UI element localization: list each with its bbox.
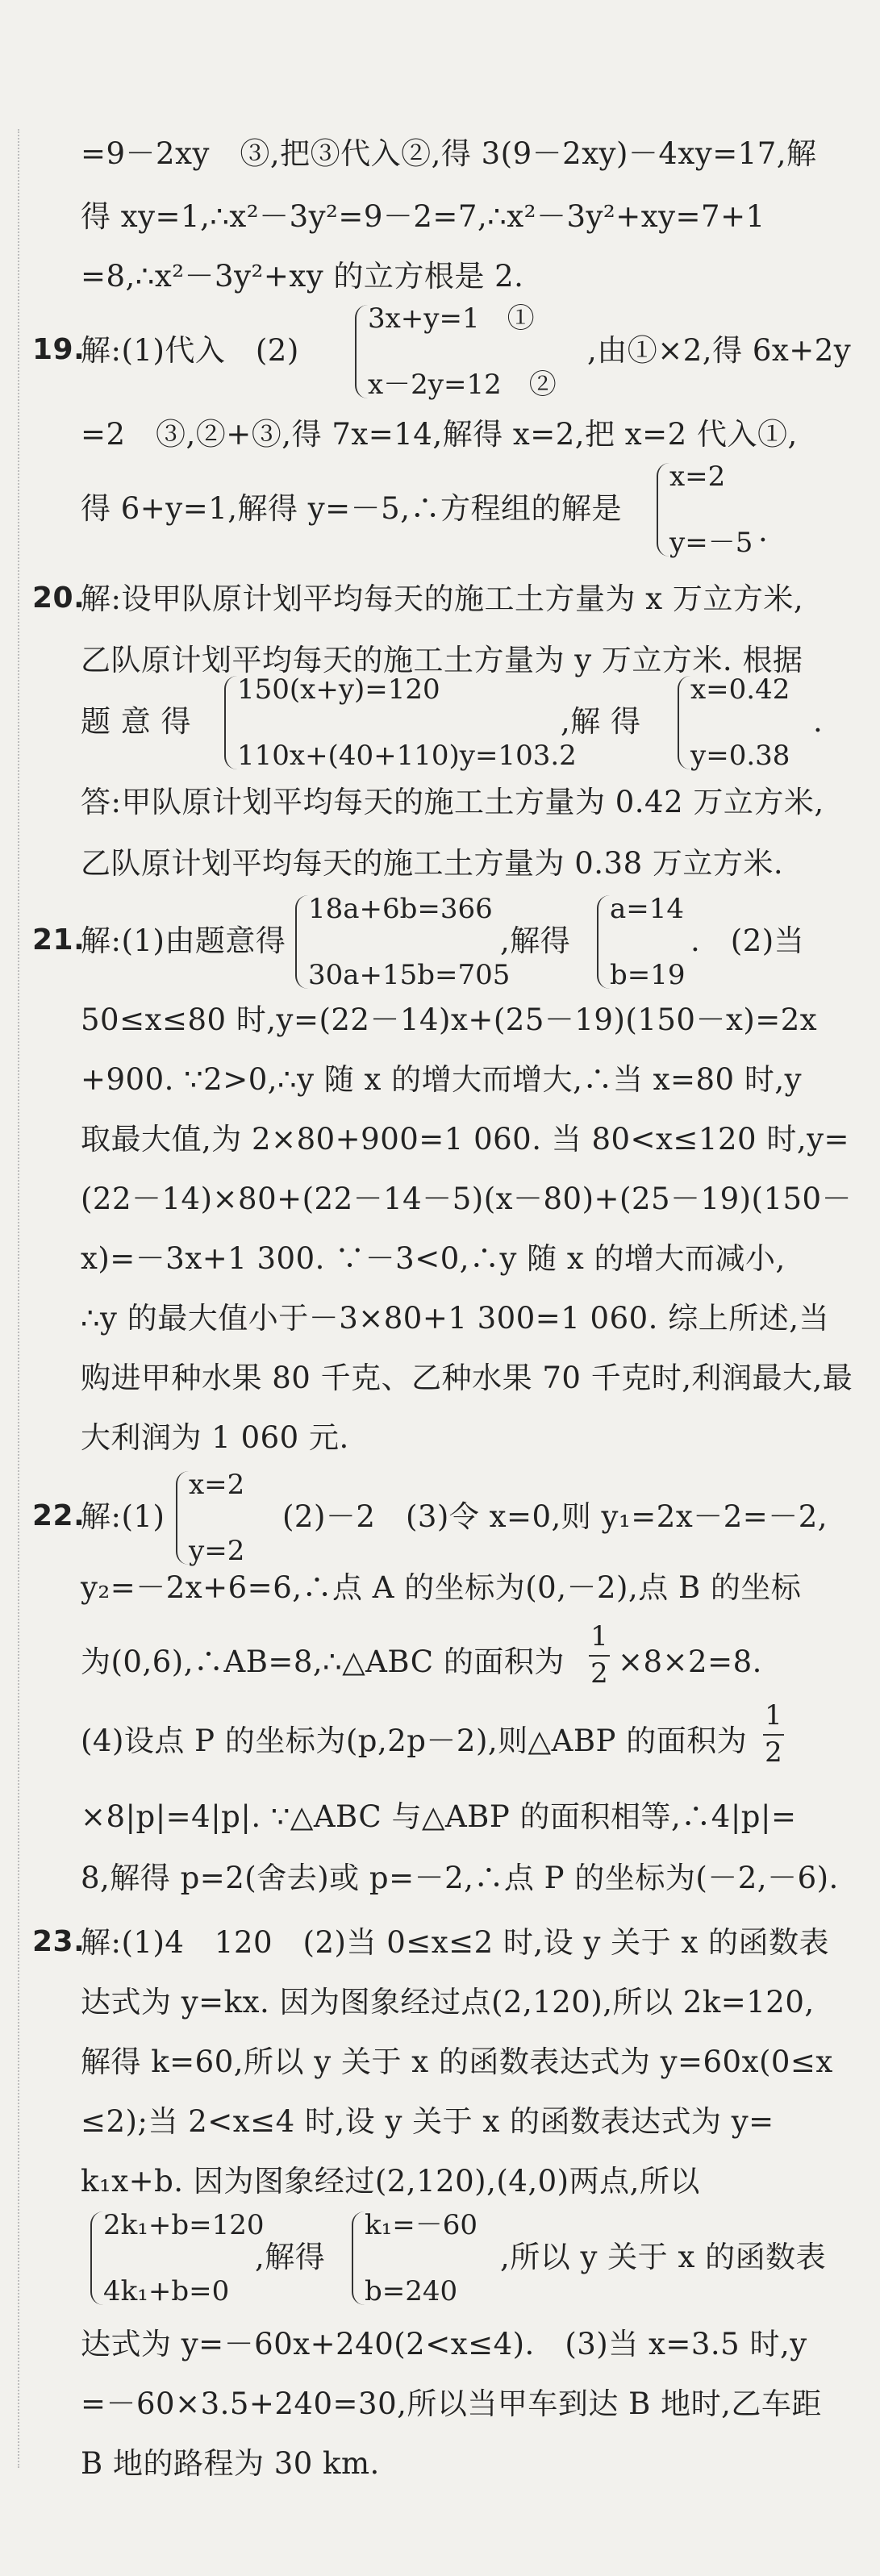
text-line: (2)－2 (3)令 x=0,则 y₁=2x－2=－2, <box>282 1499 828 1534</box>
margin-dotted-line <box>18 129 19 2468</box>
solution-system <box>352 2211 478 2305</box>
fraction-numerator: 1 <box>765 1699 782 1732</box>
text-line: y₂=－2x+6=6,∴点 A 的坐标为(0,－2),点 B 的坐标 <box>81 1570 802 1605</box>
text-line: ×8|p|=4|p|. ∵△ABC 与△ABP 的面积相等,∴4|p|= <box>81 1799 797 1834</box>
question-number-20: 20. <box>32 581 85 615</box>
text-line: 8,解得 p=2(舍去)或 p=－2,∴点 P 的坐标为(－2,－6). <box>81 1861 839 1895</box>
text-line: =－60×3.5+240=30,所以当甲车到达 B 地时,乙车距 <box>81 2386 822 2421</box>
question-number-23: 23. <box>32 1925 85 1958</box>
equation: x=2 <box>669 461 726 493</box>
text-line: 乙队原计划平均每天的施工土方量为 0.38 万立方米. <box>81 846 784 881</box>
text-line: ,解得 <box>255 2240 326 2274</box>
text-line: 50≤x≤80 时,y=(22－14)x+(25－19)(150－x)=2x <box>81 1002 818 1037</box>
equation: x=0.42 <box>690 673 790 706</box>
text-line: 答:甲队原计划平均每天的施工土方量为 0.42 万立方米, <box>81 785 824 819</box>
solution-system <box>176 1471 244 1565</box>
equation: b=240 <box>365 2275 458 2307</box>
question-number-19: 19. <box>32 333 85 366</box>
equation-system <box>295 895 510 989</box>
question-number-22: 22. <box>32 1499 85 1532</box>
text-line: 解:(1)4 120 (2)当 0≤x≤2 时,设 y 关于 x 的函数表 <box>81 1925 829 1960</box>
text-line: 解:(1) <box>81 1499 165 1534</box>
text-line: 解:(1)代入 (2) <box>81 333 299 368</box>
solution-system <box>678 673 790 772</box>
equation: 3x+y=1 ① <box>368 302 535 335</box>
equation-system <box>90 2211 265 2305</box>
text-line: (22－14)×80+(22－14－5)(x－80)+(25－19)(150－ <box>81 1182 853 1216</box>
fraction-bar <box>589 1655 610 1657</box>
fraction-denominator: 2 <box>765 1736 782 1769</box>
equation: 4k₁+b=0 <box>103 2275 230 2307</box>
equation: y=0.38 <box>690 740 790 772</box>
fraction-denominator: 2 <box>590 1657 608 1690</box>
text-line: 解:设甲队原计划平均每天的施工土方量为 x 万立方米, <box>81 581 804 616</box>
text-line: . <box>813 704 824 739</box>
equation: k₁=－60 <box>365 2209 478 2241</box>
text-line: 达式为 y=kx. 因为图象经过点(2,120),所以 2k=120, <box>81 1985 815 2020</box>
equation: x－2y=12 ② <box>368 369 557 401</box>
fraction <box>589 1620 610 1690</box>
fraction <box>763 1699 784 1769</box>
text-line: =9－2xy ③,把③代入②,得 3(9－2xy)－4xy=17,解 <box>81 136 817 171</box>
solution-system <box>597 895 686 989</box>
question-number-21: 21. <box>32 923 85 957</box>
text-line: 购进甲种水果 80 千克、乙种水果 70 千克时,利润最大,最 <box>81 1361 853 1395</box>
text-line: ≤2);当 2<x≤4 时,设 y 关于 x 的函数表达式为 y= <box>81 2104 774 2139</box>
text-line: (4)设点 P 的坐标为(p,2p－2),则△ABP 的面积为 <box>81 1724 748 1758</box>
text-line: 为(0,6),∴AB=8,∴△ABC 的面积为 <box>81 1644 565 1679</box>
equation: 30a+15b=705 <box>308 959 511 991</box>
text-line: ,由①×2,得 6x+2y <box>587 333 852 368</box>
text-line: x)=－3x+1 300. ∵－3<0,∴y 随 x 的增大而减小, <box>81 1241 786 1276</box>
text-line: k₁x+b. 因为图象经过(2,120),(4,0)两点,所以 <box>81 2164 700 2199</box>
text-line: ,解得 <box>500 923 571 958</box>
text-line: 乙队原计划平均每天的施工土方量为 y 万立方米. 根据 <box>81 643 803 677</box>
equation: 2k₁+b=120 <box>103 2209 265 2241</box>
equation: x=2 <box>189 1469 245 1501</box>
text-line: ,所以 y 关于 x 的函数表 <box>500 2240 827 2274</box>
equation: a=14 <box>610 893 685 925</box>
text-line: ×8×2=8. <box>618 1644 762 1679</box>
text-line: 得 xy=1,∴x²－3y²=9－2=7,∴x²－3y²+xy=7+1 <box>81 199 765 234</box>
fraction-numerator: 1 <box>590 1620 608 1653</box>
text-line: 取最大值,为 2×80+900=1 060. 当 80<x≤120 时,y= <box>81 1122 849 1157</box>
text-line: 大利润为 1 060 元. <box>81 1420 349 1455</box>
equation: 18a+6b=366 <box>308 893 493 925</box>
text-line: . (2)当 <box>690 923 805 958</box>
equation: y=2 <box>189 1535 245 1567</box>
text-line: ∴y 的最大值小于－3×80+1 300=1 060. 综上所述,当 <box>81 1301 829 1336</box>
text-line: =8,∴x²－3y²+xy 的立方根是 2. <box>81 259 524 294</box>
equation: y=－5 <box>669 527 753 559</box>
text-line: +900. ∵2>0,∴y 随 x 的增大而增大,∴当 x=80 时,y <box>81 1062 803 1097</box>
fraction-bar <box>763 1734 784 1736</box>
text-line: 题 意 得 <box>81 704 192 739</box>
equation-system <box>355 302 557 401</box>
text-line: 达式为 y=－60x+240(2<x≤4). (3)当 x=3.5 时,y <box>81 2327 807 2361</box>
solution-system <box>657 461 753 559</box>
text-line: 解:(1)由题意得 <box>81 923 286 958</box>
text-line: 得 6+y=1,解得 y=－5,∴方程组的解是 <box>81 491 622 526</box>
equation-system <box>224 673 577 772</box>
text-line: . <box>758 514 769 548</box>
equation: 110x+(40+110)y=103.2 <box>237 740 577 772</box>
text-line: ,解 得 <box>561 704 641 739</box>
equation: b=19 <box>610 959 686 991</box>
text-line: =2 ③,②+③,得 7x=14,解得 x=2,把 x=2 代入①, <box>81 417 798 452</box>
equation: 150(x+y)=120 <box>237 673 440 706</box>
text-line: 解得 k=60,所以 y 关于 x 的函数表达式为 y=60x(0≤x <box>81 2045 833 2079</box>
text-line: B 地的路程为 30 km. <box>81 2446 380 2481</box>
